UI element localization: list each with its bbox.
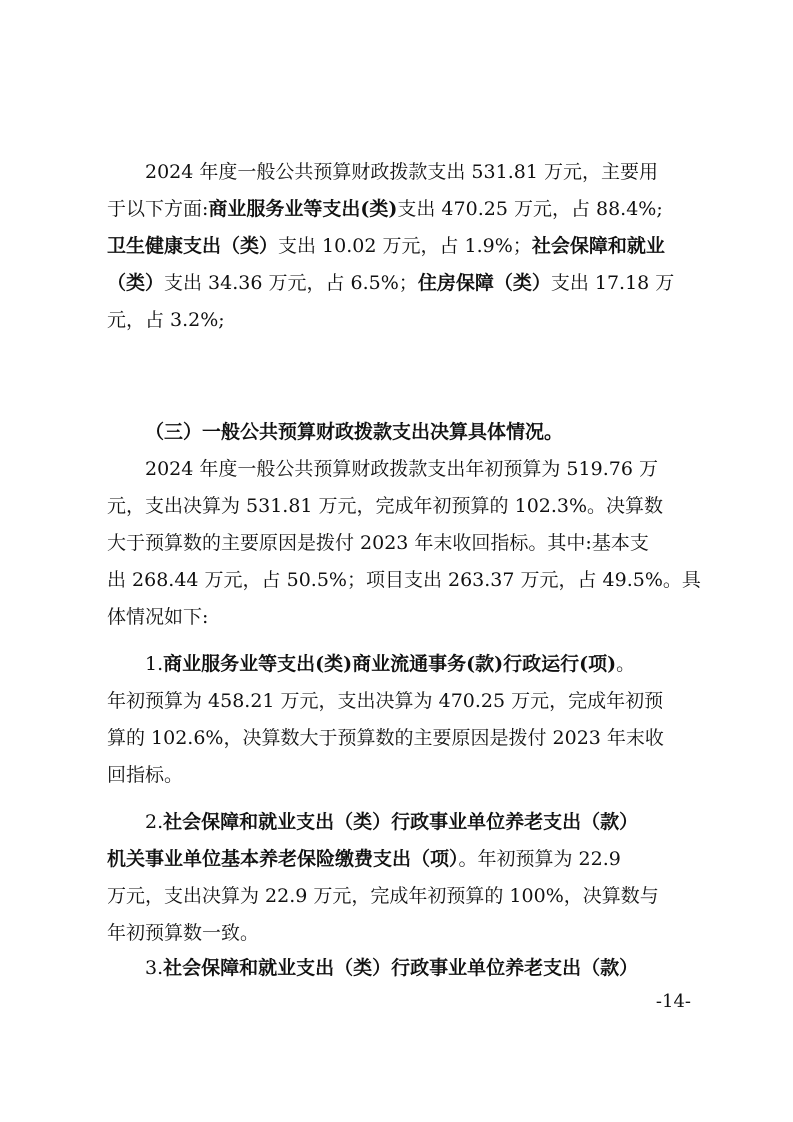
item-2-line: 2.社会保障和就业支出（类）行政事业单位养老支出（款） <box>145 811 639 833</box>
page-number: -14- <box>655 991 691 1012</box>
section-heading: （三）一般公共预算财政拨款支出决算具体情况。 <box>145 421 564 443</box>
section3-line: 2024 年度一般公共预算财政拨款支出年初预算为 519.76 万 <box>145 458 658 480</box>
summary-line: 卫生健康支出（类）支出 10.02 万元，占 1.9%；社会保障和就业 <box>107 235 665 257</box>
item-3-line: 3.社会保障和就业支出（类）行政事业单位养老支出（款） <box>145 957 639 979</box>
item-1-line: 回指标。 <box>107 764 184 786</box>
item-2-line: 机关事业单位基本养老保险缴费支出（项）。年初预算为 22.9 <box>107 848 621 870</box>
item-2-line: 万元，支出决算为 22.9 万元，完成年初预算的 100%，决算数与 <box>107 885 659 907</box>
summary-line: 2024 年度一般公共预算财政拨款支出 531.81 万元，主要用 <box>145 161 658 183</box>
section3-line: 元，支出决算为 531.81 万元，完成年初预算的 102.3%。决算数 <box>107 495 664 517</box>
summary-line: （类）支出 34.36 万元，占 6.5%；住房保障（类）支出 17.18 万 <box>107 272 675 294</box>
item-1-line: 算的 102.6%，决算数大于预算数的主要原因是拨付 2023 年末收 <box>107 727 664 749</box>
item-1-line: 1.商业服务业等支出(类)商业流通事务(款)行政运行(项)。 <box>145 653 636 675</box>
section3-line: 体情况如下: <box>107 606 209 628</box>
section3-line: 大于预算数的主要原因是拨付 2023 年末收回指标。其中:基本支 <box>107 532 649 554</box>
summary-line: 元，占 3.2%; <box>107 309 225 331</box>
section3-line: 出 268.44 万元，占 50.5%；项目支出 263.37 万元，占 49.5%。具 <box>107 569 701 591</box>
summary-line: 于以下方面:商业服务业等支出(类)支出 470.25 万元，占 88.4%; <box>107 198 663 220</box>
item-2-line: 年初预算数一致。 <box>107 922 260 944</box>
item-1-line: 年初预算为 458.21 万元，支出决算为 470.25 万元，完成年初预 <box>107 690 664 712</box>
